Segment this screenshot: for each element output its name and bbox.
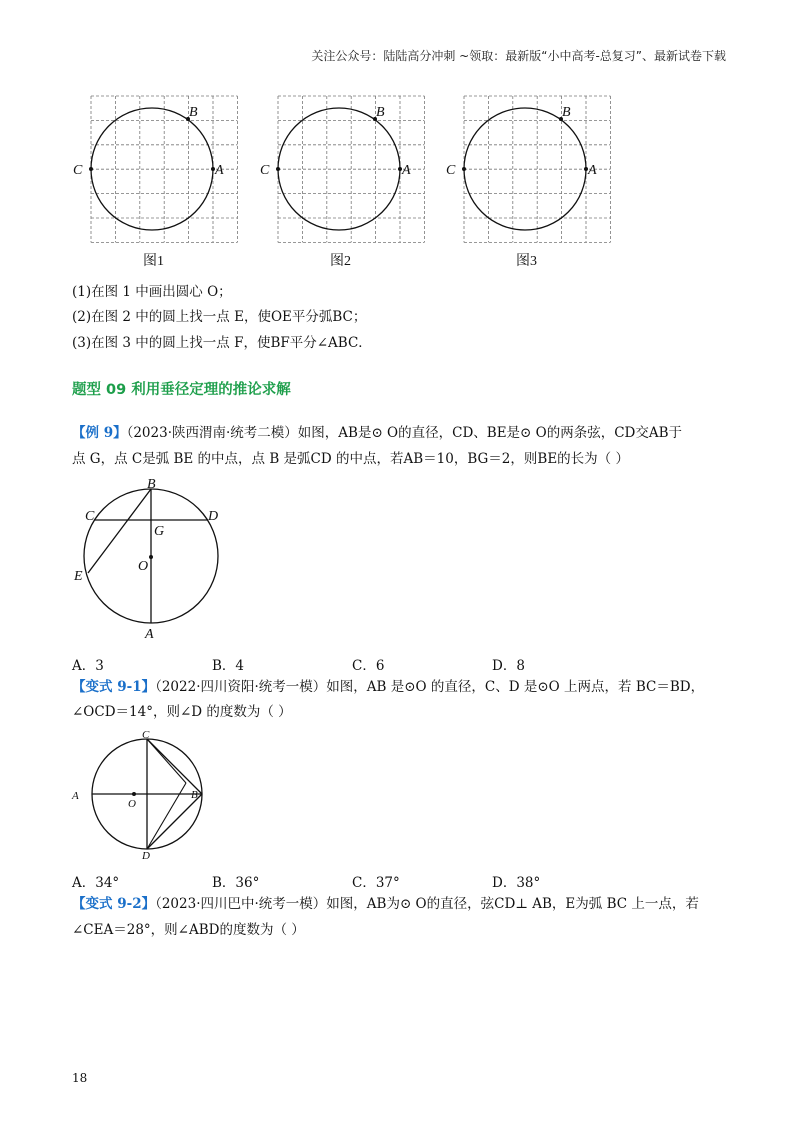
- example-9-text-1: （2023·陕西渭南·统考二模）如图，AB是⊙ O的直径，CD、BE是⊙ O的两条弦，CD交AB于: [126, 425, 683, 441]
- point-label-d: D: [208, 509, 219, 524]
- grid-figure-3: [445, 96, 625, 246]
- point-label-o: O: [128, 798, 136, 810]
- variant-9-1-option-a: A．34°: [72, 875, 120, 891]
- task-1: (1)在图 1 中画出圆心 O；: [72, 284, 232, 300]
- variant-9-1-text-1: （2022·四川资阳·统考一模）如图，AB 是⊙O 的直径，C、D 是⊙O 上两点，若 BC＝BD，: [155, 679, 705, 695]
- variant-9-1-tag: 【变式 9-1】: [72, 679, 156, 695]
- point-label-a: A: [402, 163, 411, 178]
- point-label-b: B: [376, 105, 385, 120]
- variant-9-1-line-1: [72, 677, 704, 697]
- variant-9-1-figure: [68, 728, 213, 863]
- point-label-o: O: [138, 559, 149, 574]
- variant-9-2-tag: 【变式 9-2】: [72, 896, 156, 912]
- point-label-c: C: [142, 729, 150, 741]
- point-label-b: B: [147, 477, 156, 492]
- example-9-option-a: A．3: [72, 658, 104, 674]
- point-label-a: A: [215, 163, 224, 178]
- point-label-c: C: [260, 163, 270, 178]
- task-3: (3)在图 3 中的圆上找一点 F，使BF平分∠ABC．: [72, 335, 372, 351]
- variant-9-1-option-c: C．37°: [352, 875, 400, 891]
- point-label-b: B: [562, 105, 571, 120]
- point-label-a: A: [72, 790, 79, 802]
- example-9-option-b: B．4: [212, 658, 245, 674]
- point-label-c: C: [446, 163, 456, 178]
- variant-9-2-text-1: （2023·四川巴中·统考一模）如图，AB为⊙ O的直径，弦CD⊥ AB，E为弧 BC 上一点，若: [155, 896, 699, 912]
- example-9-option-d: D．8: [492, 658, 525, 674]
- example-9-line-2: 点 G，点 C是弧 BE 的中点，点 B 是弧CD 的中点，若AB＝10，BG＝2，则BE的长为（ ）: [72, 451, 629, 467]
- point-label-a: A: [145, 627, 154, 642]
- figure-caption-1: 图1: [143, 254, 164, 269]
- point-label-b: B: [189, 105, 198, 120]
- variant-9-1-line-2: ∠OCD＝14°，则∠D 的度数为（ ）: [72, 704, 292, 720]
- task-2: (2)在图 2 中的圆上找一点 E，使OE平分弧BC；: [72, 309, 367, 325]
- variant-9-1-option-d: D．38°: [492, 875, 541, 891]
- example-9-figure: [72, 476, 232, 646]
- page-header: 关注公众号：陆陆高分冲刺 ~领取：最新版“小中高考-总复习”、最新试卷下载: [311, 49, 726, 63]
- point-label-d: D: [142, 850, 150, 862]
- point-label-b: B: [191, 789, 198, 801]
- variant-9-2-line-2: ∠CEA＝28°，则∠ABD的度数为（ ）: [72, 922, 305, 938]
- point-label-a: A: [588, 163, 597, 178]
- figure-caption-2: 图2: [330, 254, 351, 269]
- example-9-option-c: C．6: [352, 658, 385, 674]
- point-label-g: G: [154, 524, 165, 539]
- point-label-c: C: [73, 163, 83, 178]
- page-number: 18: [72, 1071, 88, 1085]
- section-heading: 题型 09 利用垂径定理的推论求解: [72, 382, 291, 398]
- example-9-line-1: [72, 423, 682, 443]
- point-label-e: E: [74, 569, 83, 584]
- point-label-c: C: [85, 509, 95, 524]
- figure-caption-3: 图3: [516, 254, 537, 269]
- variant-9-1-option-b: B．36°: [212, 875, 260, 891]
- variant-9-2-line-1: [72, 894, 699, 914]
- grid-figure-1: [72, 96, 252, 246]
- example-9-tag: 【例 9】: [72, 425, 127, 441]
- grid-figure-2: [259, 96, 439, 246]
